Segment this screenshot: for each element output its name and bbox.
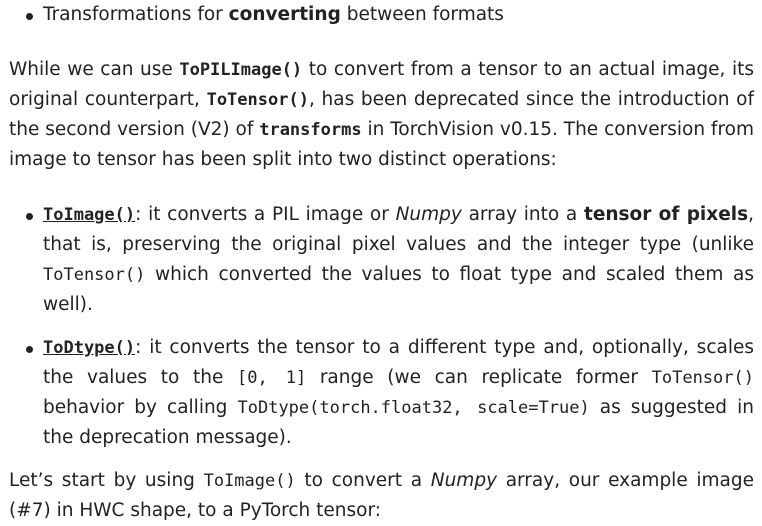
inline-code: ToDtype(torch.float32, scale=True) [237,398,590,418]
bold-text: converting [228,4,341,25]
text-span: behavior by calling [43,397,238,418]
inline-code: ToTensor() [43,265,146,285]
inline-code: ToPILImage() [179,60,303,80]
text-span: : it converts the tensor to a different type and, optionally, scales the values to the [43,337,754,388]
list-item-toimage [9,200,754,320]
document-page [9,0,754,526]
text-span: : it converts a PIL image or [135,204,396,225]
inline-code: [0, 1] [237,368,307,388]
bold-text: tensor of pixels [583,204,749,225]
list-item-todtype [9,333,754,453]
inline-code: ToTensor() [206,90,309,110]
text-span: array, our example image (#7) in HWC shape, to a PyTorch tensor: [9,470,754,521]
text-span: between formats [340,4,504,25]
text-span: , has been deprecated since the introduction of the second version (V2) of [9,89,754,140]
text-span: array into a [461,204,584,225]
text-span: to convert a [295,470,431,491]
bullet-dot [26,213,33,220]
text-span: range (we can replicate former [306,367,652,388]
closing-paragraph [9,466,754,526]
format-bullet-list [9,0,754,30]
text-span: which converted the values to float type and scaled them as well). [43,264,754,315]
bullet-dot [26,13,33,20]
inline-code: ToTensor() [651,368,754,388]
bullet-dot [26,346,33,353]
text-span: , that is, preserving the original pixel values and the integer type (unlike [43,204,754,255]
italic-text: Numpy [395,204,462,225]
text-span: to convert from a tensor to an actual image, its original counterpart, [9,59,754,110]
text-span: in TorchVision v0.15. The conversion from image to tensor has been split into two distinct operations: [9,119,754,170]
toimage-link[interactable]: ToImage() [43,205,136,225]
todtype-link[interactable]: ToDtype() [43,338,136,358]
list-item [9,0,754,30]
intro-paragraph [9,55,754,175]
italic-text: Numpy [430,470,498,491]
text-span: Transformations for [43,4,229,25]
text-span: Let’s start by using [9,470,204,491]
operations-list [9,200,754,453]
inline-code: ToImage() [203,471,296,491]
text-span: as suggested in the deprecation message). [43,397,754,448]
text-span: While we can use [9,59,180,80]
inline-code: transforms [259,120,362,140]
